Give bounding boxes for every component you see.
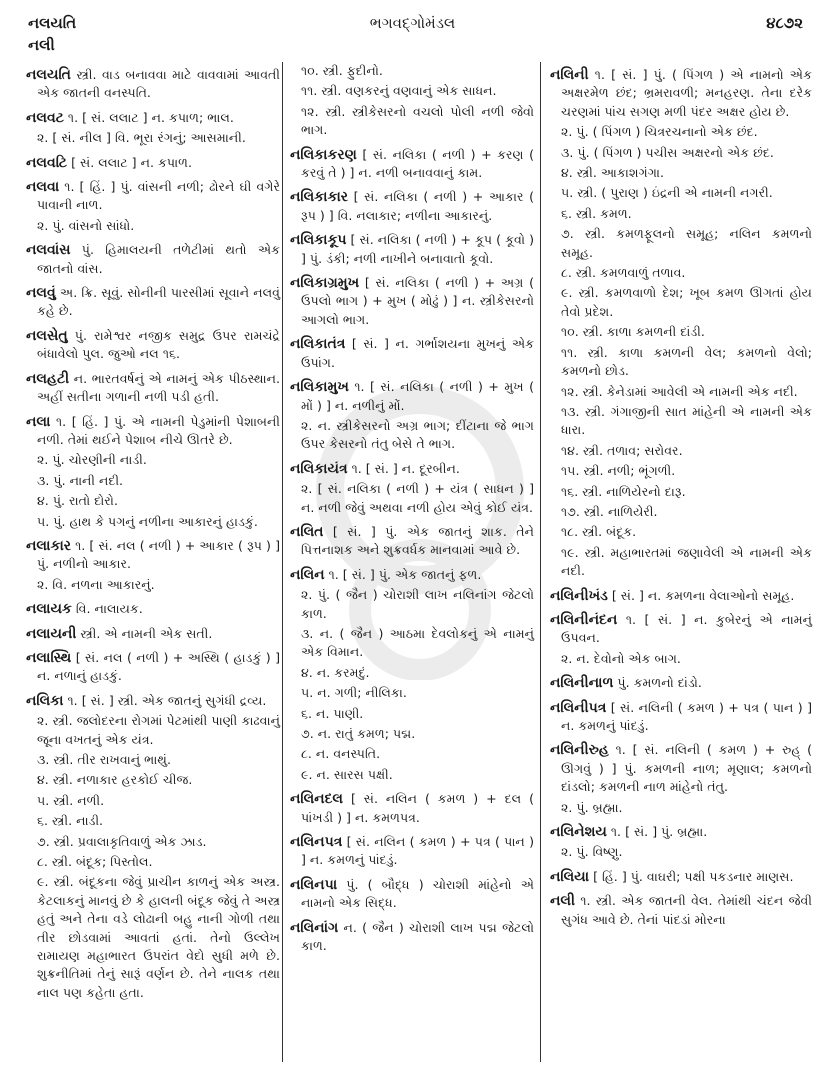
entry-sense — [550, 843, 812, 861]
page-number: ૪૮૭૨ — [766, 14, 803, 32]
entry-sense — [26, 853, 280, 871]
dictionary-entry — [550, 611, 812, 648]
definition-text: [ સં. નલિકા ( નળી ) + આકાર ( રૂપ ) ] વિ. નલાકાર; નળીના આકારનું. — [301, 189, 534, 223]
dictionary-entry — [26, 692, 280, 710]
headword: નલી — [550, 893, 576, 910]
definition-text: [ સં. નલિન ( કમળ ) + દલ ( પાંખડી ) ] ન. કમળપત્ર. — [301, 791, 534, 825]
column-divider — [540, 62, 541, 1062]
dictionary-entry — [550, 699, 812, 736]
entry-sense — [550, 503, 812, 521]
dictionary-entry — [290, 790, 534, 827]
definition-text: ૧. [ સં. નલ ( નળી ) + આકાર ( રૂપ ) ] પું. નળીનો આકાર. — [37, 537, 280, 572]
dictionary-entry — [550, 674, 812, 692]
entry-sense — [26, 472, 280, 490]
definition-text: ૧૯. સ્ત્રી. મહાભારતમાં જણાવેલી એ નામની એક નદી. — [561, 544, 812, 579]
headword: નલિકાકરણ — [290, 146, 357, 163]
entry-sense — [550, 523, 812, 541]
dictionary-entry — [26, 370, 280, 407]
entry-sense — [290, 725, 534, 743]
entry-sense — [290, 625, 534, 662]
definition-text: ૧૦. સ્ત્રી. ફુદીનો. — [301, 63, 383, 78]
dictionary-entry — [290, 335, 534, 372]
entry-sense — [26, 833, 280, 851]
definition-text: સ્ત્રી. વાડ બનાવવા માટે વાવવામાં આવતી એક જાતની વનસ્પતિ. — [37, 67, 280, 101]
definition-text: પું. ( બૌદ્ધ ) ચોરાશી માંહેનો એ નામનો એક સિદ્ધ. — [301, 876, 534, 911]
definition-text: ૬. ન. પાણી. — [301, 705, 364, 721]
definition-text: ૧. [ સં. ] ન. દૂરબીન. — [351, 460, 460, 476]
headword: નલિત — [290, 523, 324, 540]
definition-text: ૧૮. સ્ત્રી. બંદૂક. — [561, 524, 637, 540]
definition-text: [ સં. નલિન ( કમળ ) + પત્ર ( પાન ) ] ન. કમળનું પાંદડું. — [301, 834, 534, 868]
headword: નલિકામુખ — [290, 379, 349, 396]
definition-text: ૨. પું. ( પિંગળ ) ચિત્રરચનાનો એક છંદ. — [561, 124, 758, 140]
headword: નલયતિ — [26, 67, 71, 83]
definition-text: ૧. [ સં. નલિકા ( નળી ) + મુખ ( મોં ) ] ન. નળીનું મોં. — [301, 379, 534, 413]
entry-sense — [26, 576, 280, 594]
definition-text: ૫. સ્ત્રી. નળી. — [37, 792, 105, 808]
headword: નલિની — [550, 67, 589, 83]
entry-sense — [26, 771, 280, 789]
definition-text: [ સં. નલિકા ( નળી ) + અગ્ર ( ઉપલો ભાગ ) + મુખ ( મોઢું ) ] ન. સ્ત્રીકેસરનો આગલો ભાગ. — [301, 275, 534, 327]
definition-text: ૮. ન. વનસ્પતિ. — [301, 746, 381, 762]
guide-word-first: નલયતિ — [28, 14, 77, 32]
definition-text: ૧. [ સં. ] પું. ( પિંગળ ) એ નામનો એક અક્ષરમેળ છંદ; ભ્રમરાવળી; મનહરણ. તેના દરેક ચરણમાં પાંચ સગણ મળી પંદર અક્ષર હોય છે. — [561, 67, 812, 119]
definition-text: ૨. પું. બ્રહ્મા. — [561, 799, 623, 815]
definition-text: ૧૬. સ્ત્રી. નાળિયેરનો દારૂ. — [561, 483, 686, 499]
headword: નલસેતુ — [26, 327, 68, 344]
definition-text: ૫. ન. ગળી; નીલિકા. — [301, 685, 407, 701]
entry-sense — [26, 451, 280, 469]
definition-text: ૯. ન. સારસ પક્ષી. — [301, 766, 393, 782]
headword: નલવા — [26, 179, 60, 196]
definition-text: ન. ભારતવર્ષનું એ નામનું એક પીઠસ્થાન. અહીં સતીના ગળાની નળી પડી હતી. — [37, 370, 280, 405]
dictionary-entry — [290, 378, 534, 415]
headword: નલવટ — [26, 109, 64, 126]
column-3 — [550, 60, 812, 929]
entry-sense — [290, 82, 534, 100]
definition-text: સ્ત્રી. એ નામની એક સતી. — [80, 625, 213, 641]
definition-text: ૧૧. સ્ત્રી. વણકરનું વણવાનું એક સાધન. — [301, 83, 497, 99]
definition-text: ૭. ન. રાતું કમળ; પદ્મ. — [301, 726, 416, 741]
definition-text: ૨. [ સં. નીલ ] વિ. ભૂરા રંગનું; આસમાની. — [37, 130, 246, 146]
entry-sense — [290, 705, 534, 723]
definition-text: ૩. પું. ( પિંગળ ) પચીસ અક્ષરનો એક છંદ. — [561, 144, 774, 160]
dictionary-entry — [290, 231, 534, 268]
dictionary-entry — [26, 241, 280, 278]
definition-text: [ સં. ] ન. ગર્ભાશયના મુખનું એક ઉપાંગ. — [301, 336, 534, 370]
definition-text: ૩. ન. ( જૈન ) આઠમા દેવલોકનું એ નામનું એક વિમાન. — [301, 625, 534, 660]
definition-text: વિ. નાલાયક. — [75, 601, 143, 617]
dictionary-entry — [26, 327, 280, 364]
dictionary-entry — [550, 892, 812, 929]
entry-sense — [550, 403, 812, 440]
dictionary-entry — [26, 537, 280, 574]
entry-sense — [290, 417, 534, 454]
entry-sense — [550, 544, 812, 581]
entry-sense — [290, 766, 534, 784]
column-divider — [282, 62, 283, 1062]
entry-sense — [26, 217, 280, 235]
definition-text: ૩. સ્ત્રી. તીર રાખવાનું ભાથું. — [37, 752, 171, 767]
entry-sense — [26, 751, 280, 769]
entry-sense — [550, 462, 812, 480]
definition-text: ૧. સ્ત્રી. એક જાતની વેલ. તેમાંથી ચંદન જેવી સુગંધ આવે છે. તેનાં પાંદડાં મોરના — [561, 893, 812, 927]
headword: નલિકાકૂપ — [290, 232, 347, 249]
entry-sense — [290, 586, 534, 623]
entry-sense — [26, 812, 280, 830]
headword: નલહટી — [26, 370, 70, 387]
headword: નલિયા — [550, 868, 590, 885]
dictionary-entry — [26, 154, 280, 172]
dictionary-entry — [290, 566, 534, 584]
dictionary-entry — [290, 919, 534, 956]
definition-text: [ સં. નલિકા ( નળી ) + કરણ ( કરવું તે ) ] ન. નળી બનાવવાનું કામ. — [301, 146, 534, 181]
entry-sense — [26, 873, 280, 1002]
dictionary-entry — [26, 178, 280, 215]
headword: નલિકાકાર — [290, 189, 349, 206]
definition-text: પું. હિમાલયની તળેટીમાં થતો એક જાતનો વાંસ. — [37, 242, 280, 276]
definition-text: ૧૩. સ્ત્રી. ગંગાજીની સાત માંહેની એ નામની એક ધારા. — [561, 403, 812, 438]
headword: નલવટિ — [26, 154, 68, 171]
definition-text: ૬. સ્ત્રી. નાડી. — [37, 813, 104, 829]
entry-sense — [26, 513, 280, 531]
headword: નલિનપા — [290, 876, 338, 893]
dictionary-entry — [290, 146, 534, 183]
definition-text: ૪. ન. કરમદું. — [301, 664, 370, 680]
entry-sense — [26, 129, 280, 147]
entry-sense — [550, 799, 812, 817]
definition-text: ૨. પું. વિષ્ણુ. — [561, 844, 623, 860]
definition-text: ન. ( જૈન ) ચોરાશી લાખ પદ્મ જેટલો કાળ. — [301, 919, 534, 954]
dictionary-entry — [550, 66, 812, 121]
dictionary-entry — [26, 649, 280, 686]
entry-sense — [290, 103, 534, 140]
definition-text: ૧૫. સ્ત્રી. નળી; ભૂંગળી. — [561, 463, 676, 479]
headword: નલિનીરુહ — [550, 742, 609, 759]
entry-sense — [26, 712, 280, 749]
headword: નલિન — [290, 566, 325, 583]
dictionary-entry — [26, 625, 280, 643]
definition-text: અ. ક્રિ. સૂવું. સોનીની પારસીમાં સૂવાને નલવું કહે છે. — [37, 285, 280, 319]
dictionary-entry — [550, 868, 812, 886]
headword: નલિકાતંત્ર — [290, 336, 346, 353]
column-2 — [290, 60, 534, 955]
headword: નલાસ્થિ — [26, 649, 72, 666]
definition-text: [ સં. નલિકા ( નળી ) + કૂપ ( કૂવો ) ] પું. ડંકી; નળી નાખીને બનાવાતો કૂવો. — [301, 232, 534, 266]
headword: નલિનીપત્ર — [550, 699, 607, 716]
dictionary-entry — [26, 413, 280, 450]
definition-text: ૫. સ્ત્રી. ( પુરાણ ) ઇંદ્રની એ નામની નગરી. — [561, 185, 773, 201]
dictionary-entry — [26, 109, 280, 127]
entry-sense — [550, 650, 812, 668]
definition-text: ૯. સ્ત્રી. કમળવાળો દેશ; ખૂબ કમળ ઊગતાં હોય તેવો પ્રદેશ. — [561, 285, 812, 319]
definition-text: ૨. પું. ચોરણીની નાડી. — [37, 452, 147, 468]
definition-text: [ સં. ] પું. એક જાતનું શાક. તેને પિત્તનાશક અને શુક્રવર્ધક માનવામાં આવે છે. — [301, 523, 534, 558]
definition-text: [ સં. લલાટ ] ન. કપાળ. — [71, 154, 192, 170]
definition-text: ૨. પું. વાંસનો સાંધો. — [37, 217, 135, 233]
headword: નલિનીનંદન — [550, 611, 618, 628]
definition-text: ૧. [ સં. ] સ્ત્રી. એક જાતનું સુગંધી દ્રવ્ય. — [67, 692, 267, 708]
definition-text: ૪. સ્ત્રી. આકાશગંગા. — [561, 165, 665, 181]
definition-text: [ સં. ] ન. કમળના વેલાઓનો સમૂહ. — [611, 587, 795, 603]
entry-sense — [290, 664, 534, 682]
definition-text: ૨. સ્ત્રી. જલોદરના રોગમાં પેટમાંથી પાણી કાઢવાનું જૂના વખતનું એક યંત્ર. — [37, 713, 280, 747]
definition-text: ૧. [ હિં. ] પું. વાંસની નળી; ઢોરને ઘી વગેરે પાવાની નાળ. — [37, 179, 280, 213]
headword: નલિકાયંત્ર — [290, 460, 348, 477]
dictionary-entry — [290, 188, 534, 225]
definition-text: ૧. [ સં. લલાટ ] ન. કપાળ; ભાલ. — [67, 109, 234, 125]
entry-sense — [550, 144, 812, 162]
definition-text: ૧. [ સં. ] પું. એક જાતનું ફળ. — [328, 566, 482, 582]
headword: નલિકા — [26, 692, 64, 709]
definition-text: ૧. [ હિં. ] પું. એ નામની પેડુમાંની પેશાબની નળી. તેમાં થઈને પેશાબ નીચે ઊતરે છે. — [37, 413, 280, 447]
entry-sense — [550, 225, 812, 262]
dictionary-entry — [290, 274, 534, 329]
definition-text: ૮. સ્ત્રી. કમળવાળું તળાવ. — [561, 265, 686, 281]
entry-sense — [290, 684, 534, 702]
dictionary-entry — [550, 823, 812, 841]
definition-text: પું. રામેશ્વર નજીક સમુદ્ર ઉપર રામચંદ્રે બંધાવેલો પુલ. જુઓ નલ ૧૬. — [37, 327, 280, 362]
entry-sense — [290, 62, 534, 80]
dictionary-entry — [290, 833, 534, 870]
definition-text: ૨. ન. દેવોનો એક બાગ. — [561, 650, 681, 666]
definition-text: ૧. [ સં. નલિની ( કમળ ) + રુહ્ ( ઊગવું ) ] પું. કમળની નાળ; મૃણાલ; કમળનો દાંડલો; કમળની નાળ માંહેનો તંતુ. — [561, 742, 812, 795]
entry-sense — [290, 745, 534, 763]
headword: નલિકાગ્રમુખ — [290, 275, 360, 292]
definition-text: ૩. પું. નાની નદી. — [37, 472, 124, 488]
definition-text: ૭. સ્ત્રી. કમળફૂલનો સમૂહ; નલિન કમળનો સમૂહ. — [561, 226, 812, 260]
guide-word-last: નલી — [28, 36, 55, 54]
definition-text: ૧૦. સ્ત્રી. કાળા કમળની દાંડી. — [561, 324, 705, 340]
dictionary-entry — [290, 523, 534, 560]
definition-text: [ સં. નલ ( નળી ) + અસ્થિ ( હાડકું ) ] ન. નળાનું હાડકું. — [37, 649, 280, 684]
entry-sense — [550, 344, 812, 381]
entry-sense — [550, 284, 812, 321]
definition-text: ૧૨. સ્ત્રી. કેનેડામાં આવેલી એ નામની એક નદી. — [561, 383, 798, 399]
definition-text: [ હિં. ] પું. વાઘરી; પક્ષી પકડનાર માણસ. — [593, 868, 794, 884]
definition-text: ૬. સ્ત્રી. કમળ. — [561, 205, 632, 221]
definition-text: ૧૪. સ્ત્રી. તળાવ; સરોવર. — [561, 442, 683, 458]
dictionary-entry — [550, 587, 812, 605]
headword: નલિનેશય — [550, 824, 607, 841]
headword: નલિનીખંડ — [550, 587, 608, 604]
definition-text: ૨. [ સં. નલિકા ( નળી ) + યંત્ર ( સાધન ) ] ન. નળી જેવું અથવા નળી હોય એવું કોઈ યંત્ર. — [301, 481, 534, 515]
entry-sense — [550, 164, 812, 182]
column-1 — [26, 60, 280, 1002]
dictionary-entry — [26, 66, 280, 103]
definition-text: ૧૭. સ્ત્રી. નાળિયેરી. — [561, 503, 658, 519]
headword: નલિનીનાળ — [550, 675, 614, 692]
entry-sense — [550, 442, 812, 460]
dictionary-entry — [290, 460, 534, 478]
definition-text: ૫. પું. હાથ કે પગનું નળીના આકારનું હાડકું. — [37, 513, 258, 529]
definition-text: ૪. પું. રાતો દોરો. — [37, 493, 118, 509]
headword: નલાકાર — [26, 537, 71, 554]
headword: નલિનદલ — [290, 791, 344, 808]
definition-text: ૧. [ સં. ] ન. કુબેરનું એ નામનું ઉપવન. — [561, 611, 812, 646]
entry-sense — [550, 383, 812, 401]
headword: નલવાંસ — [26, 242, 71, 259]
headword: નલિનપત્ર — [290, 834, 343, 851]
definition-text: ૨. ન. સ્ત્રીકેસરનો અગ્ર ભાગ; દીંટાના જે ભાગ ઉપર કેસરનો તંતુ બેસે તે ભાગ. — [301, 417, 534, 452]
definition-text: ૪. સ્ત્રી. નળાકાર હરકોઈ ચીજ. — [37, 772, 193, 788]
entry-sense — [550, 123, 812, 141]
definition-text: ૧. [ સં. ] પું. બ્રહ્મા. — [610, 824, 708, 840]
dictionary-entry — [290, 876, 534, 913]
dictionary-entry — [26, 600, 280, 618]
entry-sense — [550, 483, 812, 501]
definition-text: ૧૧. સ્ત્રી. કાળા કમળની વેલ; કમળનો વેલો; કમળનો છોડ. — [561, 344, 812, 379]
entry-sense — [550, 205, 812, 223]
definition-text: ૮. સ્ત્રી. બંદૂક; પિસ્તોલ. — [37, 854, 153, 870]
entry-sense — [26, 792, 280, 810]
headword: નલા — [26, 413, 51, 430]
entry-sense — [550, 264, 812, 282]
entry-sense — [550, 323, 812, 341]
book-title: ભગવદ્ગોમંડલ — [369, 14, 456, 32]
entry-sense — [290, 480, 534, 517]
definition-text: પું. કમળનો દાંડો. — [617, 675, 702, 691]
definition-text: [ સં. નલિની ( કમળ ) + પત્ર ( પાન ) ] ન. કમળનું પાંદડું. — [561, 699, 812, 733]
headword: નલાયક — [26, 601, 72, 618]
definition-text: ૭. સ્ત્રી. પ્રવાલાકૃતિવાળું એક ઝાડ. — [37, 833, 207, 849]
headword: નલિનાંગ — [290, 919, 339, 936]
definition-text: ૨. પું. ( જૈન ) ચોરાશી લાખ નલિનાંગ જેટલો કાળ. — [301, 587, 534, 621]
headword: નલવું — [26, 285, 56, 302]
definition-text: ૧૨. સ્ત્રી. સ્ત્રીકેસરનો વચલો પોલી નળી જેવો ભાગ. — [301, 103, 534, 138]
dictionary-entry — [26, 284, 280, 321]
entry-sense — [26, 492, 280, 510]
entry-sense — [550, 184, 812, 202]
definition-text: ૨. વિ. નળના આકારનું. — [37, 576, 155, 592]
headword: નલાયની — [26, 625, 77, 642]
dictionary-entry — [550, 741, 812, 796]
definition-text: ૯. સ્ત્રી. બંદૂકના જેવું પ્રાચીન કાળનું એક અસ્ત્ર. કેટલાકનું માનવું છે કે હાલની બંદૂક જેવું તે અસ્ત્ર હતું અને તેના વડે લોઢાની બહુ નાની ગોળી તથા તીર છોડવામાં આવતાં હતાં. તેનો ઉલ્લેખ રામાયણ મહાભારત ઉપરાંત વેદો સુધી મળે છે. શુક્રનીતિમાં તેનું સારૂં વર્ણન છે. તેને નાલક તથા નાલ પણ કહેતા હતા. — [37, 874, 280, 1000]
